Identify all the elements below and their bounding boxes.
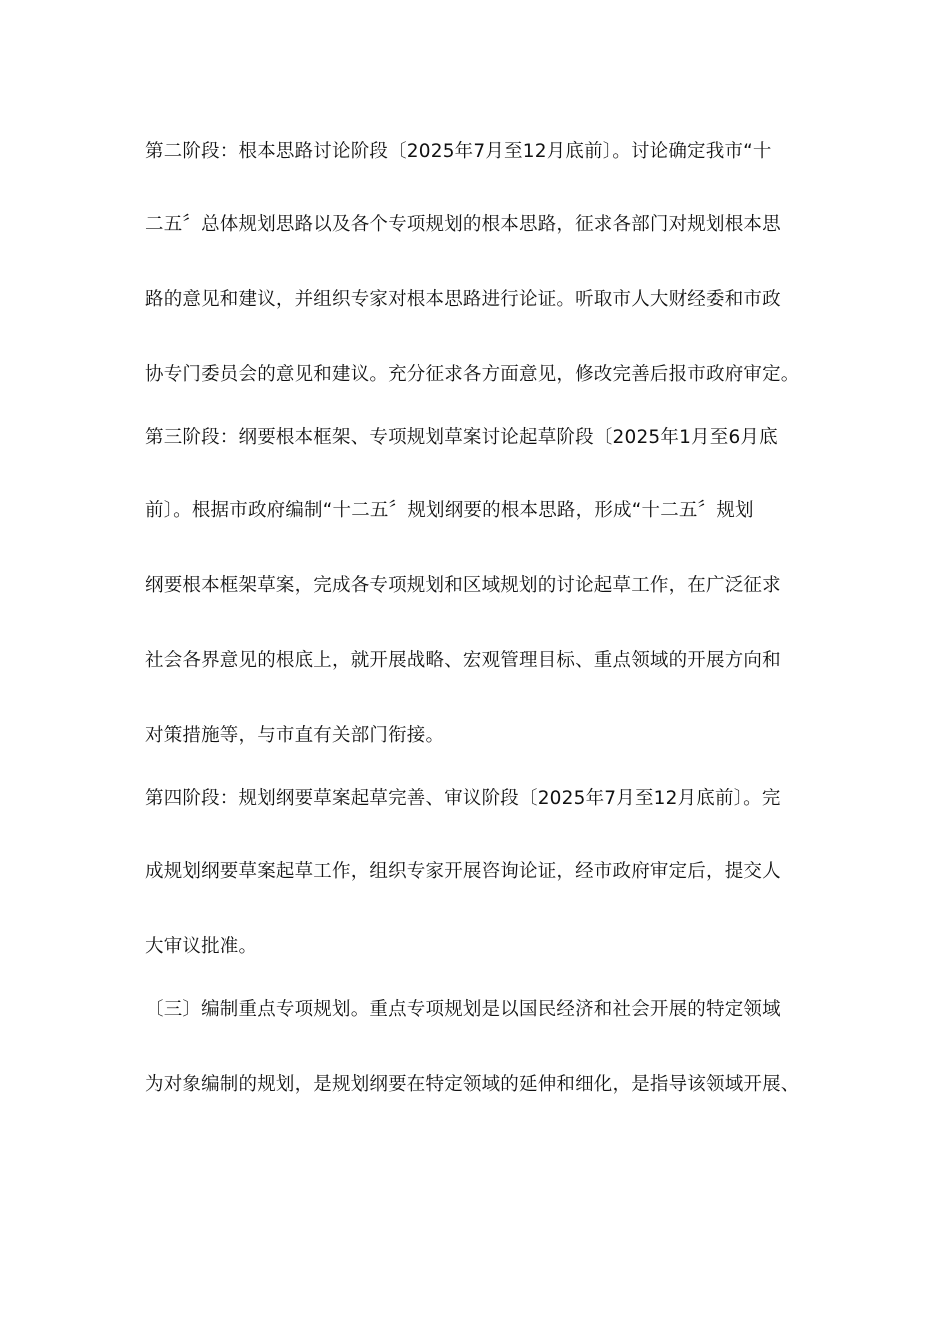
text-line: 对策措施等，与市直有关部门衔接。 xyxy=(145,725,445,746)
text-line: 协专门委员会的意见和建议。充分征求各方面意见，修改完善后报市政府审定。 xyxy=(145,364,800,385)
text-line: 大审议批准。 xyxy=(145,936,258,957)
text-line: 〔三〕编制重点专项规划。重点专项规划是以国民经济和社会开展的特定领域 xyxy=(145,999,781,1020)
text-line: 第三阶段：纲要根本框架、专项规划草案讨论起草阶段〔2025年1月至6月底 xyxy=(145,427,778,448)
text-line: 第二阶段：根本思路讨论阶段〔2025年7月至12月底前〕。讨论确定我市“十 xyxy=(145,141,772,162)
text-line: 路的意见和建议，并组织专家对根本思路进行论证。听取市人大财经委和市政 xyxy=(145,289,781,310)
text-line: 社会各界意见的根底上，就开展战略、宏观管理目标、重点领域的开展方向和 xyxy=(145,650,781,671)
text-line: 为对象编制的规划，是规划纲要在特定领域的延伸和细化，是指导该领域开展、 xyxy=(145,1074,800,1095)
text-line: 成规划纲要草案起草工作，组织专家开展咨询论证，经市政府审定后，提交人 xyxy=(145,861,781,882)
text-line: 第四阶段：规划纲要草案起草完善、审议阶段〔2025年7月至12月底前〕。完 xyxy=(145,788,781,809)
text-line: 纲要根本框架草案，完成各专项规划和区域规划的讨论起草工作，在广泛征求 xyxy=(145,575,781,596)
text-line: 二五〞总体规划思路以及各个专项规划的根本思路，征求各部门对规划根本思 xyxy=(145,214,781,235)
text-line: 前〕。根据市政府编制“十二五〞规划纲要的根本思路，形成“十二五〞规划 xyxy=(145,500,754,521)
